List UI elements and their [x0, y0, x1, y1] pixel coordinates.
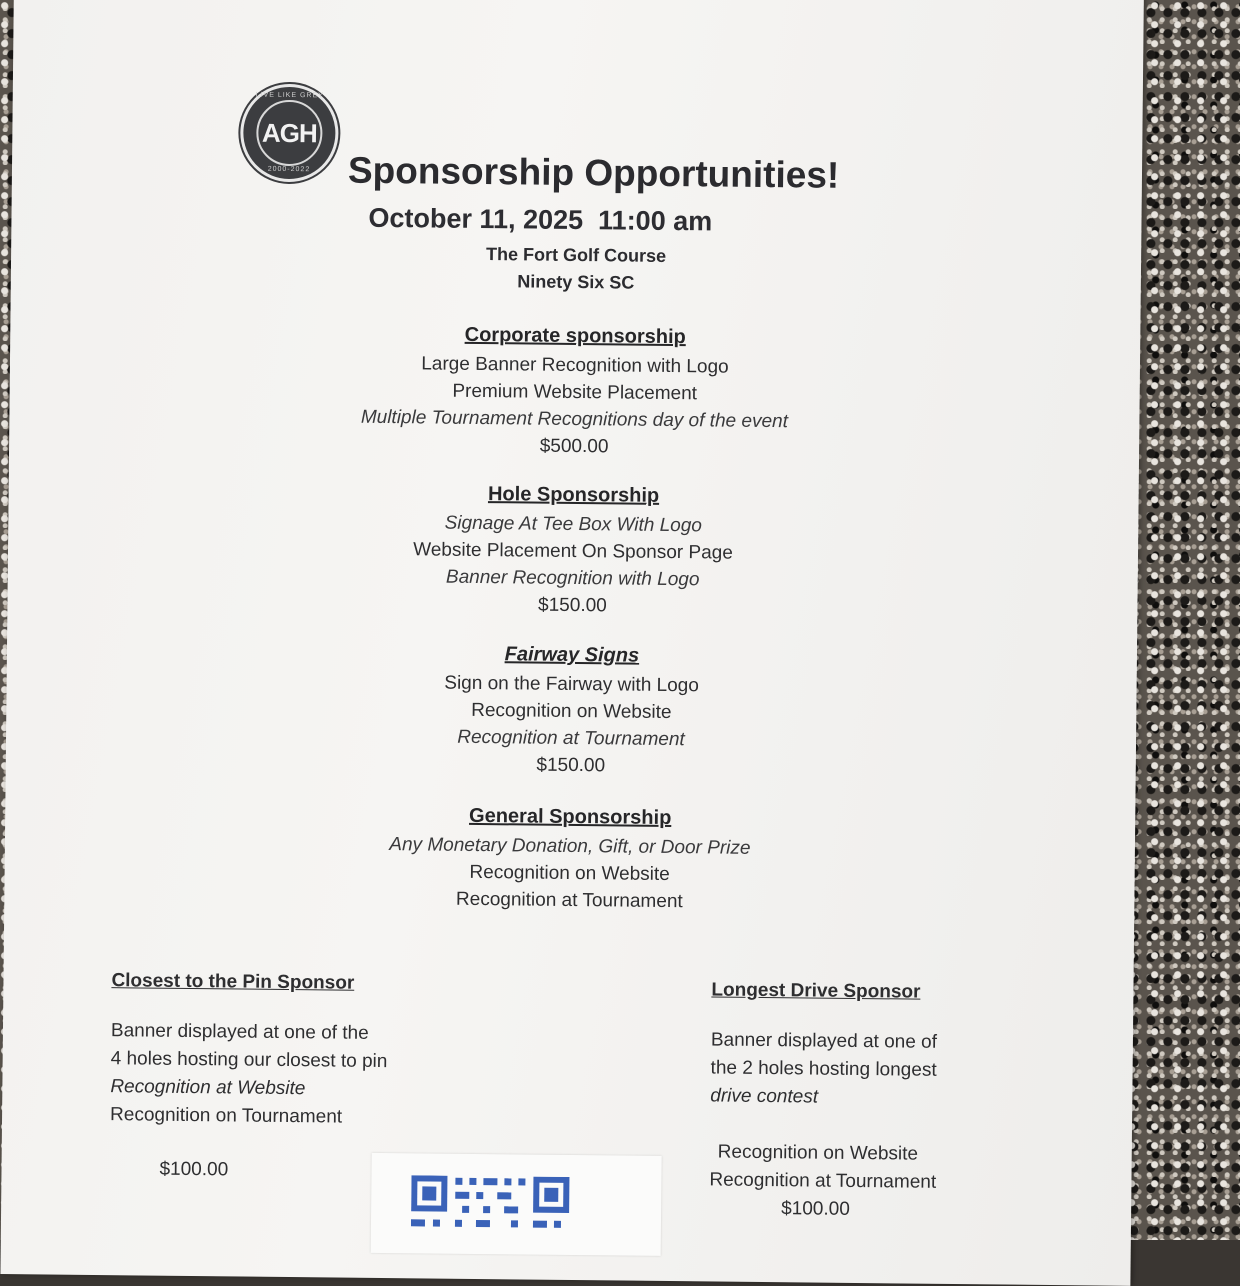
section-line: Website Placement On Sponsor Page — [413, 539, 733, 564]
closest-pin-line: Recognition on Tournament — [109, 1104, 343, 1128]
logo-ring-bottom-text: 2000-2022 — [267, 165, 311, 174]
longest-drive-block — [709, 976, 938, 1224]
closest-pin-line: 4 holes hosting our closest to pin — [110, 1048, 388, 1073]
event-venue: The Fort Golf Course — [486, 244, 667, 266]
longest-drive-line: Recognition at Tournament — [709, 1169, 937, 1193]
section-general — [4, 800, 1135, 920]
longest-drive-title: Longest Drive Sponsor — [711, 979, 921, 1003]
section-line: Recognition on Website — [469, 861, 670, 885]
longest-drive-line: Recognition on Website — [717, 1141, 919, 1165]
longest-drive-price: $100.00 — [781, 1198, 850, 1220]
closest-pin-block — [109, 967, 388, 1186]
section-title: Fairway Signs — [504, 643, 640, 667]
section-hole — [7, 478, 1138, 625]
section-title: Hole Sponsorship — [487, 483, 660, 507]
closest-pin-title: Closest to the Pin Sponsor — [111, 970, 355, 994]
section-price: $150.00 — [537, 594, 607, 617]
section-line: Recognition at Tournament — [455, 888, 683, 913]
logo-text: AGH — [261, 117, 317, 148]
section-title: General Sponsorship — [468, 804, 672, 830]
closest-pin-line: Banner displayed at one of the — [110, 1020, 369, 1044]
closest-pin-line: Recognition at Website — [110, 1076, 306, 1100]
section-line: Recognition on Website — [471, 699, 672, 724]
section-price: $500.00 — [539, 435, 609, 458]
logo-ring-top-text: LIVE LIKE GREY — [255, 91, 324, 100]
section-line: Multiple Tournament Recognitions day of the event — [360, 406, 789, 433]
section-price: $150.00 — [536, 754, 606, 777]
qr-code-sticker — [371, 1153, 662, 1256]
section-line: Any Monetary Donation, Gift, or Door Prize — [389, 834, 751, 859]
section-line: Sign on the Fairway with Logo — [444, 672, 699, 697]
longest-drive-line: the 2 holes hosting longest — [710, 1057, 937, 1081]
section-line: Recognition at Tournament — [457, 726, 685, 751]
longest-drive-line: Banner displayed at one of — [710, 1029, 938, 1053]
longest-drive-line: drive contest — [710, 1085, 819, 1108]
section-line: Large Banner Recognition with Logo — [421, 353, 729, 378]
section-corporate — [9, 319, 1140, 466]
page-title: Sponsorship Opportunities! — [347, 149, 840, 196]
section-line: Signage At Tee Box With Logo — [444, 512, 703, 537]
closest-pin-price: $100.00 — [159, 1158, 229, 1181]
section-fairway — [6, 638, 1137, 785]
section-title: Corporate sponsorship — [464, 323, 686, 349]
event-date: October 11, 2025 11:00 am — [368, 202, 713, 237]
section-line: Banner Recognition with Logo — [445, 566, 700, 591]
section-line: Premium Website Placement — [452, 380, 698, 405]
agh-logo — [240, 83, 339, 182]
qr-code-icon — [411, 1175, 572, 1237]
event-location: Ninety Six SC — [517, 271, 635, 293]
